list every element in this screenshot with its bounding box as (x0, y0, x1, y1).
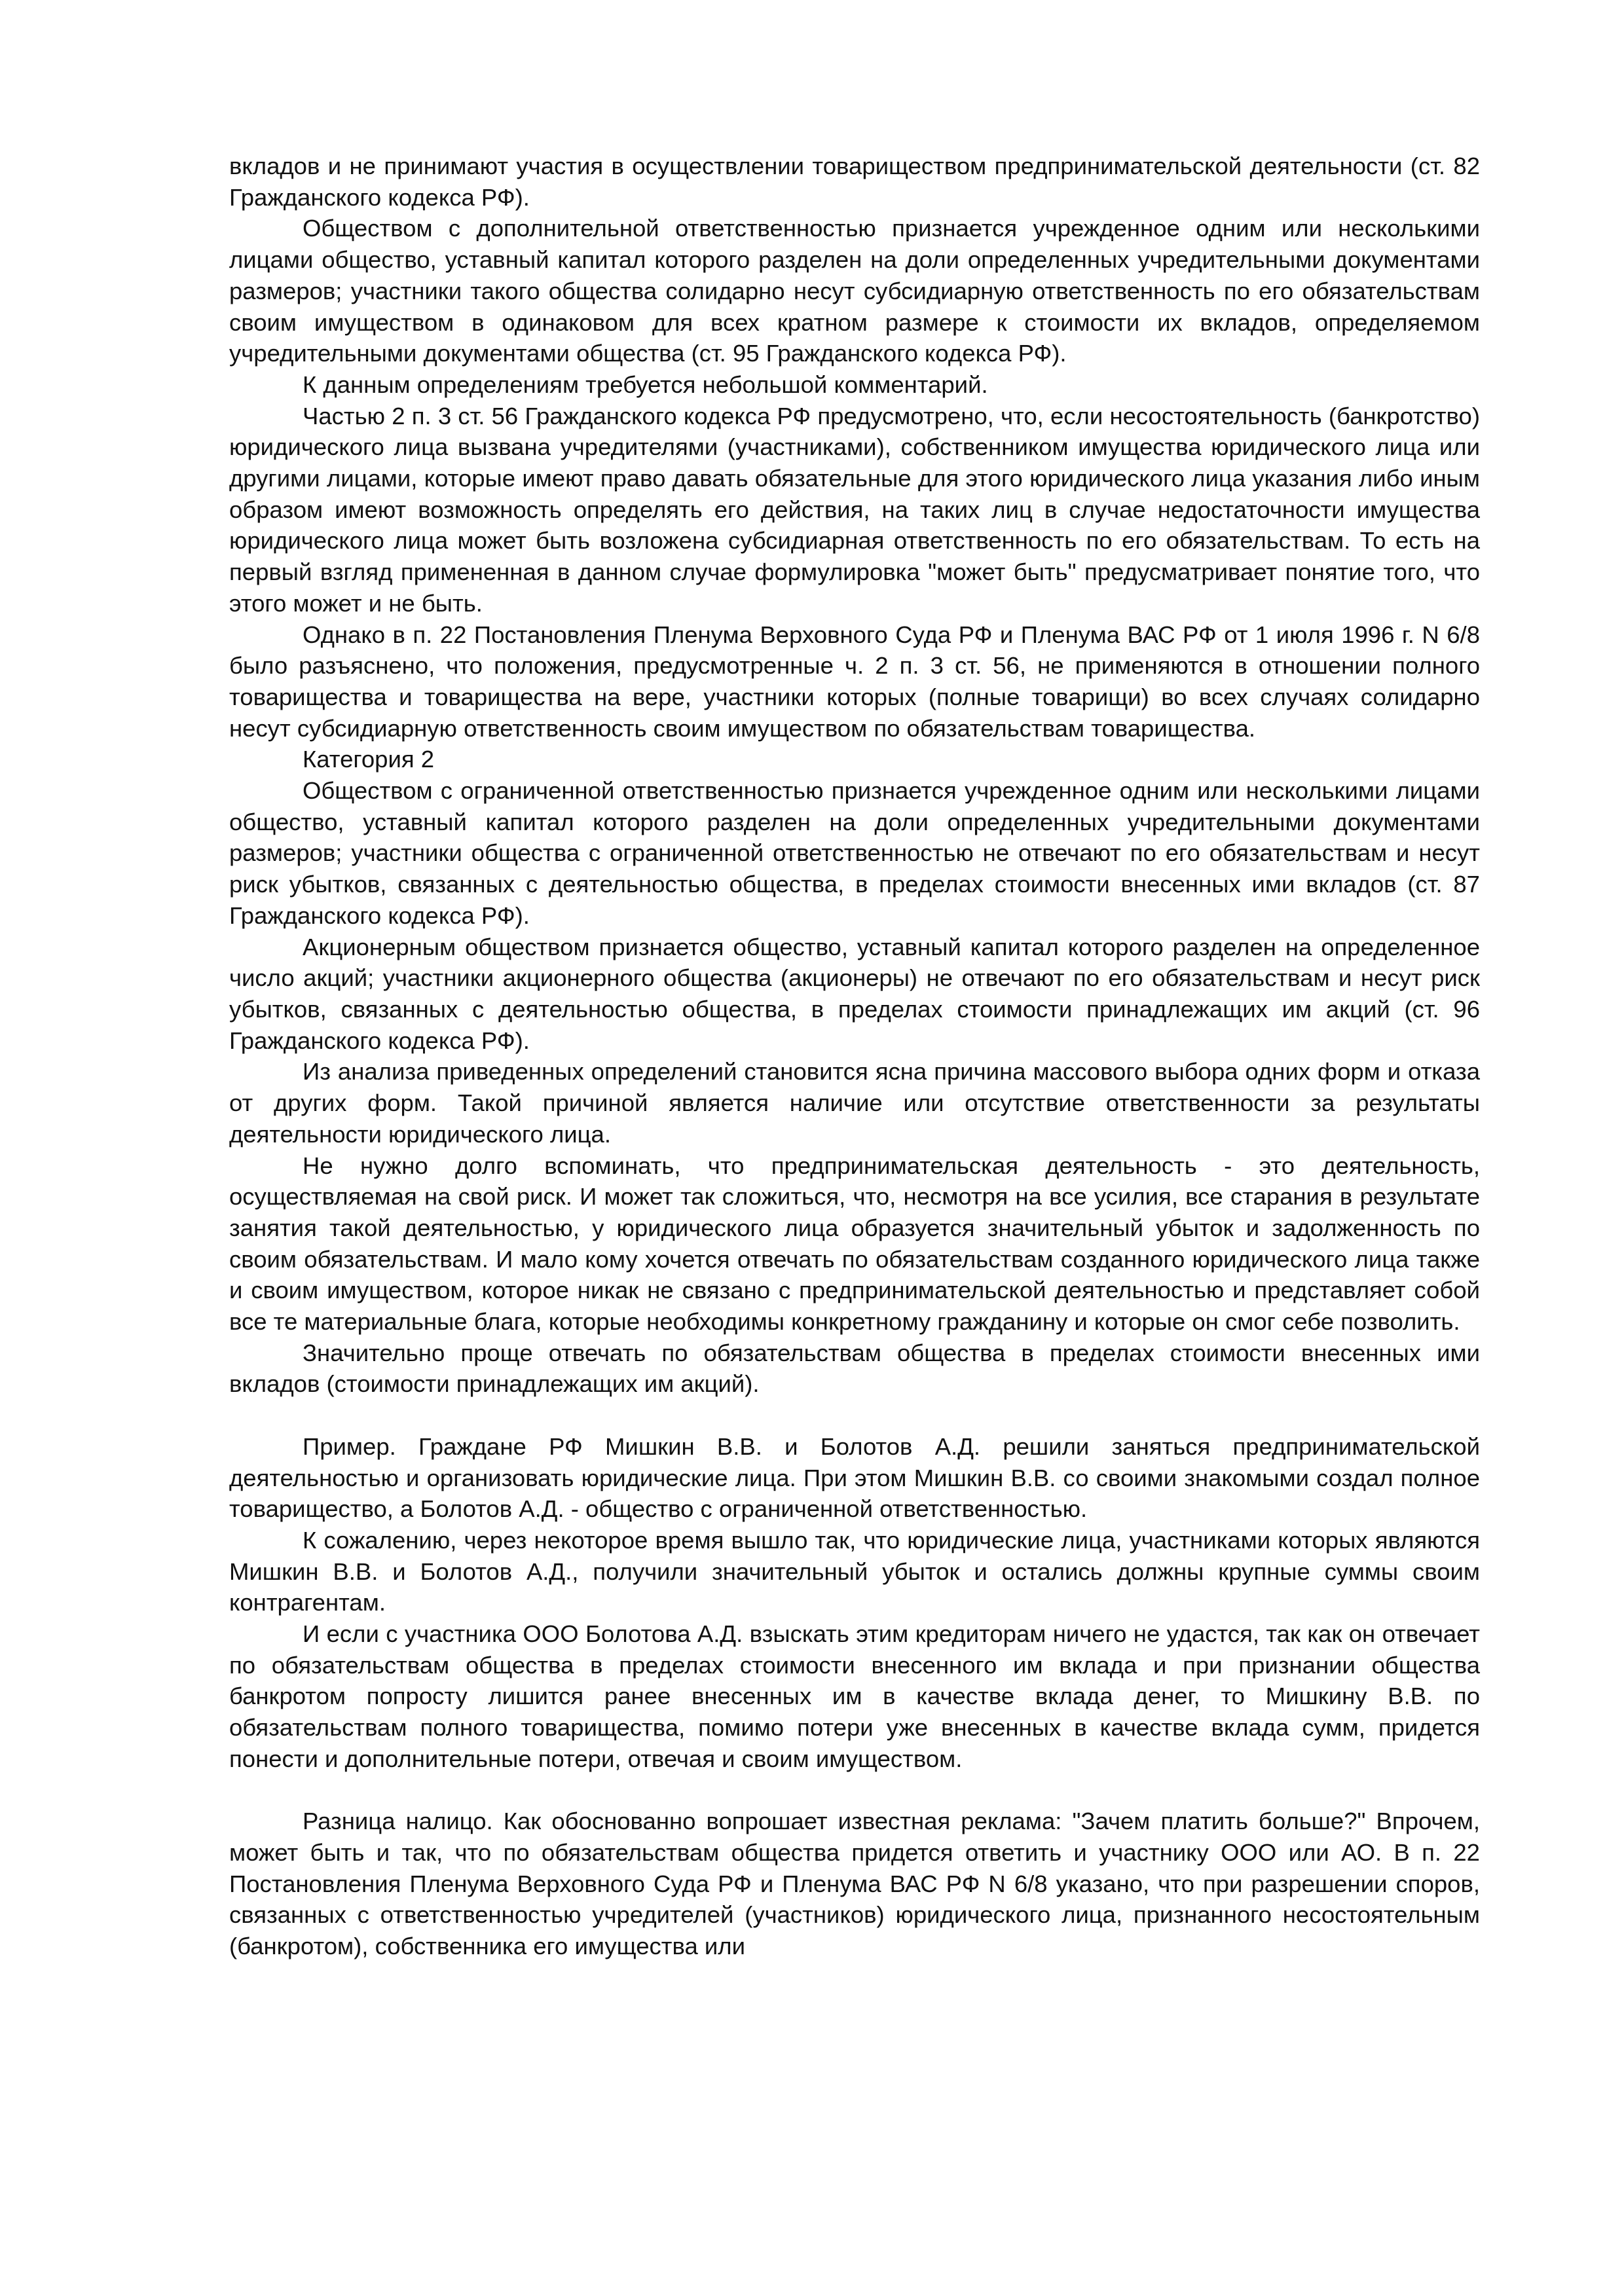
paragraph-continuation: вкладов и не принимают участия в осуществлении товариществом предпринимательской деятельности (ст. 82 Гражданского кодекса РФ). (229, 153, 1480, 211)
paragraph-plenum-resolution: Однако в п. 22 Постановления Пленума Верховного Суда РФ и Пленума ВАС РФ от 1 июля 1996 г. N 6/8 было разъяснено, что положения, предусмотренные ч. 2 п. 3 ст. 56, не применяются в отношении полного товарищества и товарищества на вере, участники которых (полные товарищи) во всех случаях солидарно несут субсидиарную ответственность своим имуществом по обязательствам товарищества. (229, 621, 1480, 742)
paragraph-simpler: Значительно проще отвечать по обязательствам общества в пределах стоимости внесенных ими вкладов (стоимости принадлежащих им акций). (229, 1339, 1480, 1398)
paragraph-additional-liability: Обществом с дополнительной ответственностью признается учрежденное одним или несколькими лицами общество, уставный капитал которого разделен на доли определенных учредительными документами размеров; участники такого общества солидарно несут субсидиарную ответственность по его обязательствам своим имуществом в одинаковом для всех кратном размере к стоимости их вкладов, определяемом учредительными документами общества (ст. 95 Гражданского кодекса РФ). (229, 215, 1480, 367)
paragraph-article-56: Частью 2 п. 3 ст. 56 Гражданского кодекса РФ предусмотрено, что, если несостоятельность (банкротство) юридического лица вызвана учредителями (участниками), собственником имущества юридического лица или другими лицами, которые имеют право давать обязательные для этого юридического лица указания либо иным образом имеют возможность определять его действия, на таких лиц в случае недостаточности имущества юридического лица может быть возложена субсидиарная ответственность по его обязательствам. То есть на первый взгляд примененная в данном случае формулировка "может быть" предусматривает понятие того, что этого может и не быть. (229, 402, 1480, 617)
paragraph-llc-definition: Обществом с ограниченной ответственностью признается учрежденное одним или несколькими лицами общество, уставный капитал которого разделен на доли определенных учредительными документами размеров; участники общества с ограниченной ответственностью не отвечают по его обязательствам и несут риск убытков, связанных с деятельностью общества, в пределах стоимости внесенных ими вкладов (ст. 87 Гражданского кодекса РФ). (229, 777, 1480, 929)
paragraph-risk: Не нужно долго вспоминать, что предпринимательская деятельность - это деятельность, осуществляемая на свой риск. И может так сложиться, что, несмотря на все усилия, все старания в результате занятия такой деятельностью, у юридического лица образуется значительный убыток и задолженность по своим обязательствам. И мало кому хочется отвечать по обязательствам созданного юридического лица также и своим имуществом, которое никак не связано с предпринимательской деятельностью и представляет собой все те материальные блага, которые необходимы конкретному гражданину и которые он смог себе позволить. (229, 1152, 1480, 1336)
document-page (229, 151, 1480, 1962)
paragraph-example: Пример. Граждане РФ Мишкин В.В. и Болотов А.Д. решили заняться предпринимательской деятельностью и организовать юридические лица. При этом Мишкин В.В. со своими знакомыми создал полное товарищество, а Болотов А.Д. - общество с ограниченной ответственностью. (229, 1432, 1480, 1523)
paragraph-difference: Разница налицо. Как обоснованно вопрошает известная реклама: "Зачем платить больше?" Впрочем, может быть и так, что по обязательствам общества придется ответить и участнику ООО или АО. В п. 22 Постановления Пленума Верховного Суда РФ и Пленума ВАС РФ N 6/8 указано, что при разрешении споров, связанных с ответственностью учредителей (участников) юридического лица, признанного несостоятельным (банкротом), собственника его имущества или (229, 1808, 1480, 1960)
paragraph-comment-intro: К данным определениям требуется небольшой комментарий. (303, 371, 988, 398)
paragraph-unfortunately: К сожалению, через некоторое время вышло так, что юридические лица, участниками которых являются Мишкин В.В. и Болотов А.Д., получили значительный убыток и остались должны крупные суммы своим контрагентам. (229, 1526, 1480, 1616)
paragraph-category-heading: Категория 2 (303, 746, 435, 773)
paragraph-analysis: Из анализа приведенных определений становится ясна причина массового выбора одних форм и отказа от других форм. Такой причиной является наличие или отсутствие ответственности за результаты деятельности юридического лица. (229, 1058, 1480, 1148)
paragraph-creditors: И если с участника ООО Болотова А.Д. взыскать этим кредиторам ничего не удастся, так как он отвечает по обязательствам общества в пределах стоимости внесенного им вклада и при признании общества банкротом попросту лишится ранее внесенных им в качестве вклада денег, то Мишкину В.В. по обязательствам полного товарищества, помимо потери уже внесенных в качестве вклада сумм, придется понести и дополнительные потери, отвечая и своим имуществом. (229, 1620, 1480, 1772)
paragraph-jsc-definition: Акционерным обществом признается общество, уставный капитал которого разделен на определенное число акций; участники акционерного общества (акционеры) не отвечают по его обязательствам и несут риск убытков, связанных с деятельностью общества, в пределах стоимости принадлежащих им акций (ст. 96 Гражданского кодекса РФ). (229, 933, 1480, 1054)
